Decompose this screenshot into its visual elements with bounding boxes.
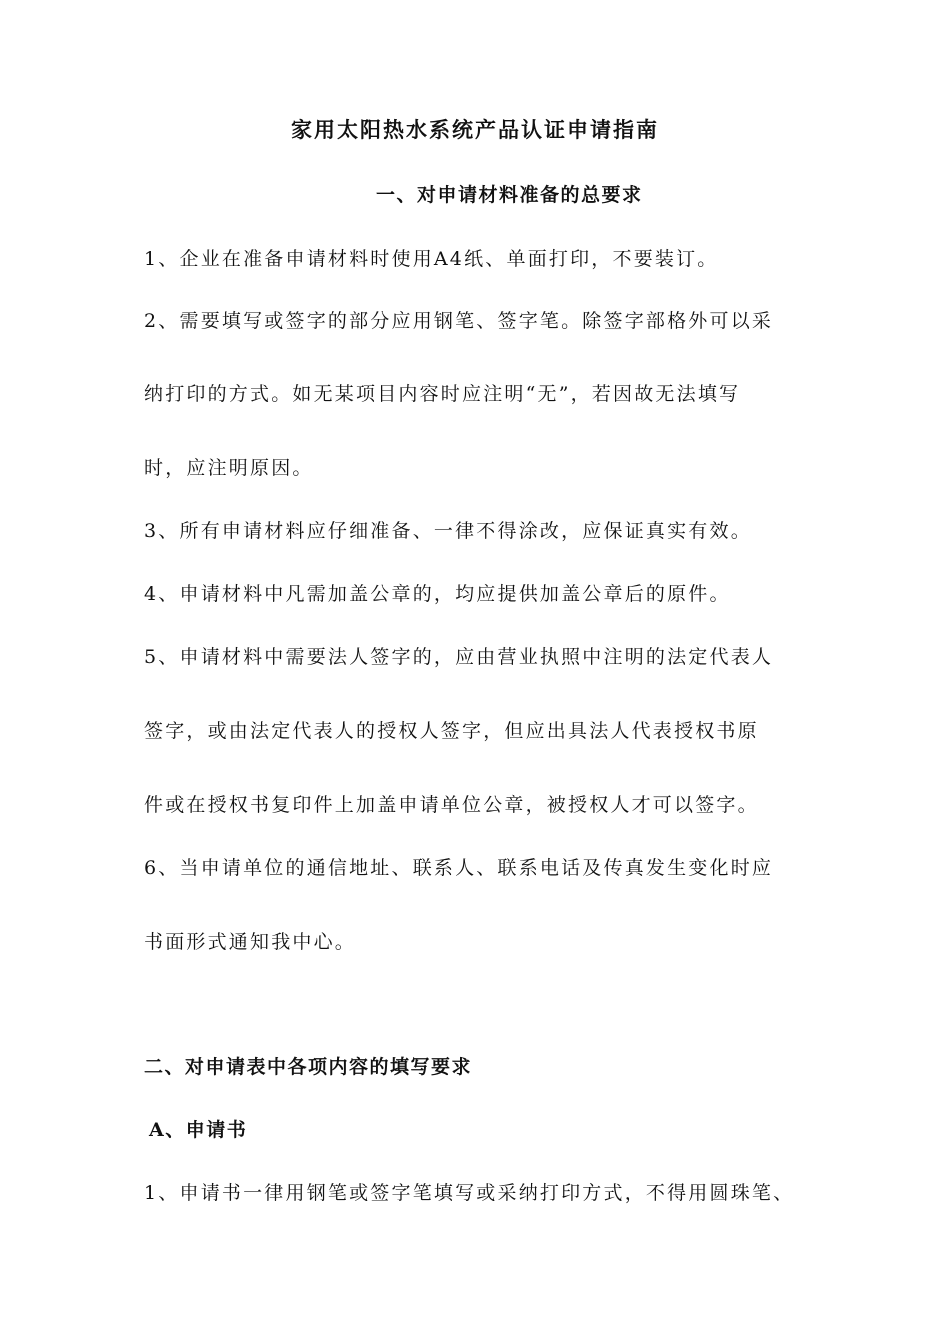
paragraph-line: 4、申请材料中凡需加盖公章的，均应提供加盖公章后的原件。 — [144, 583, 731, 605]
paragraph-line: 纳打印的方式。如无某项目内容时应注明“无”，若因故无法填写 — [144, 383, 741, 405]
paragraph-line: 5、申请材料中需要法人签字的，应由营业执照中注明的法定代表人 — [144, 646, 774, 668]
paragraph-line: 1、企业在准备申请材料时使用A4纸、单面打印，不要装订。 — [144, 248, 719, 270]
paragraph-line: 件或在授权书复印件上加盖申请单位公章，被授权人才可以签字。 — [144, 794, 759, 816]
paragraph-line: 6、当申请单位的通信地址、联系人、联系电话及传真发生变化时应 — [144, 857, 774, 879]
paragraph-line: 书面形式通知我中心。 — [144, 931, 357, 953]
document-title: 家用太阳热水系统产品认证申请指南 — [291, 117, 659, 142]
paragraph-line: 2、需要填写或签字的部分应用钢笔、签字笔。除签字部格外可以采 — [144, 310, 774, 332]
section-2-heading: 二、对申请表中各项内容的填写要求 — [144, 1056, 473, 1078]
section-1-heading: 一、对申请材料准备的总要求 — [376, 184, 643, 206]
paragraph-line: 1、申请书一律用钢笔或签字笔填写或采纳打印方式，不得用圆珠笔、 — [144, 1182, 795, 1204]
paragraph-line: 3、所有申请材料应仔细准备、一律不得涂改，应保证真实有效。 — [144, 520, 752, 542]
paragraph-line: 时，应注明原因。 — [144, 457, 314, 479]
section-2-subheading: A、申请书 — [149, 1119, 248, 1141]
paragraph-line: 签字，或由法定代表人的授权人签字，但应出具法人代表授权书原 — [144, 720, 759, 742]
